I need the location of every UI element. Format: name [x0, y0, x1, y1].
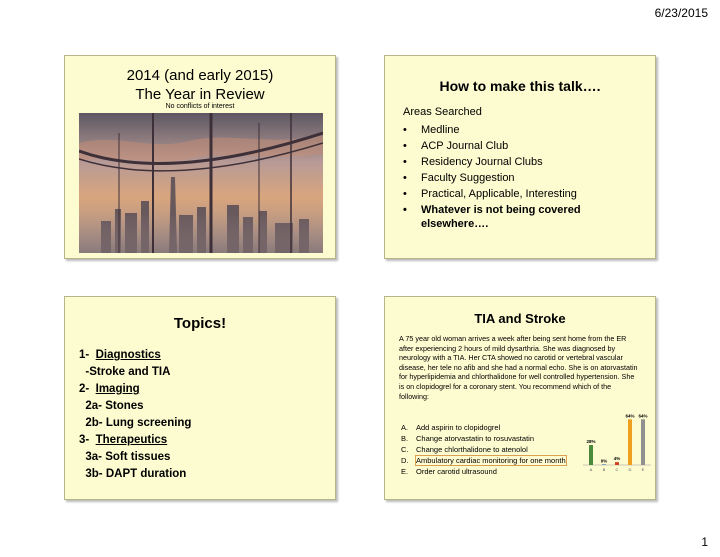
topic-line [79, 347, 191, 364]
chart-bar-b [602, 464, 606, 465]
answer-option-a: A. Add aspirin to clopidogrel [401, 423, 501, 432]
list-item: • Faculty Suggestion [403, 172, 515, 184]
chart-data-label: 4% [613, 456, 621, 462]
chart-data-label: 64% [625, 413, 635, 419]
topic-text: Imaging [95, 383, 140, 395]
topic-prefix: 2- [79, 383, 96, 395]
topic-line [79, 466, 191, 483]
slide-2-title: How to make this talk…. [439, 78, 601, 94]
slide-2-thumbnail[interactable] [384, 55, 656, 259]
list-item: • Practical, Applicable, Interesting [403, 188, 577, 200]
chart-data-label: 64% [638, 413, 648, 419]
answer-options [401, 422, 566, 477]
chart-data-label: 28% [586, 439, 596, 444]
list-item: • Residency Journal Clubs [403, 156, 543, 168]
topic-line [79, 432, 191, 449]
topic-text: 3b- DAPT duration [85, 468, 187, 480]
topic-line [79, 381, 191, 398]
chart-data-label: 0% [600, 458, 608, 464]
chart-category-label: C [615, 467, 619, 472]
topic-line [79, 398, 191, 415]
answer-option-e: E. Order carotid ultrasound [401, 467, 497, 476]
chart-bar-a [589, 445, 593, 465]
header-date: 6/23/2015 [654, 6, 708, 20]
list-item: • ACP Journal Club [403, 140, 509, 152]
topic-prefix: 3- [79, 434, 96, 446]
topic-text: -Stroke and TIA [85, 366, 171, 378]
slide-2-bullet-list [399, 123, 621, 233]
chart-bar-d [628, 419, 632, 465]
topic-text: Diagnostics [95, 349, 161, 361]
bullet-icon: • [403, 188, 407, 200]
topic-text: 2b- Lung screening [85, 417, 192, 429]
list-item: • Medline [403, 124, 460, 136]
chart-category-label: B [602, 467, 606, 472]
chart-category-label: D [628, 467, 632, 472]
topic-text: 2a- Stones [85, 400, 144, 412]
page-number: 1 [701, 535, 708, 549]
chart-bar-e [641, 419, 645, 465]
slide-3-thumbnail[interactable] [64, 296, 336, 500]
answer-option-d: D. Ambulatory cardiac monitoring for one month [401, 456, 566, 465]
slide-2-areas-label: Areas Searched [403, 106, 482, 118]
slide-3-title: Topics! [173, 315, 227, 332]
slide-1-title-line-2: The Year in Review [135, 86, 265, 103]
topic-line [79, 449, 191, 466]
bullet-icon: • [403, 140, 407, 152]
slide-1-subtitle: No conflicts of interest [165, 103, 235, 110]
slide-4-title: TIA and Stroke [474, 311, 566, 326]
slide-1-title-line-1: 2014 (and early 2015) [126, 67, 274, 84]
list-item: • Whatever is not being covered elsewhere…. [403, 204, 581, 230]
answer-option-c: C. Change chlorthalidone to atenolol [401, 445, 528, 454]
chart-bar-c [615, 462, 619, 465]
bullet-icon: • [403, 172, 407, 184]
topic-line [79, 415, 191, 432]
slide-4-thumbnail[interactable] [384, 296, 656, 500]
topics-list [79, 347, 191, 483]
chart-category-label: A [589, 467, 593, 472]
chart-category-label: E [641, 467, 645, 472]
case-description: A 75 year old woman arrives a week after being sent home from the ER after experiencing 2 hours of mild dysarthria. She was diagnosed by neurology with a TIA. Her CTA showed no carotid or vertebral vascular disease, her tele no afib and she had a normal echo. She is on atorvastatin for hyperlipidemia and chlorthalidone for well controlled hypertension. She is on clopidogrel for a coronary stent. You recommend which of the following: [399, 334, 638, 401]
slide-1-title [65, 66, 335, 104]
response-bar-chart [569, 403, 655, 500]
bay-bridge-skyline-photo [79, 113, 323, 253]
topic-prefix: 1- [79, 349, 96, 361]
topic-text: Therapeutics [95, 434, 168, 446]
topic-line [79, 364, 191, 381]
answer-option-b: B. Change atorvastatin to rosuvastatin [401, 434, 534, 443]
slide-1-thumbnail[interactable] [64, 55, 336, 259]
topic-text: 3a- Soft tissues [85, 451, 171, 463]
bullet-icon: • [403, 156, 407, 168]
bullet-icon: • [403, 124, 407, 136]
bullet-icon: • [403, 204, 407, 216]
